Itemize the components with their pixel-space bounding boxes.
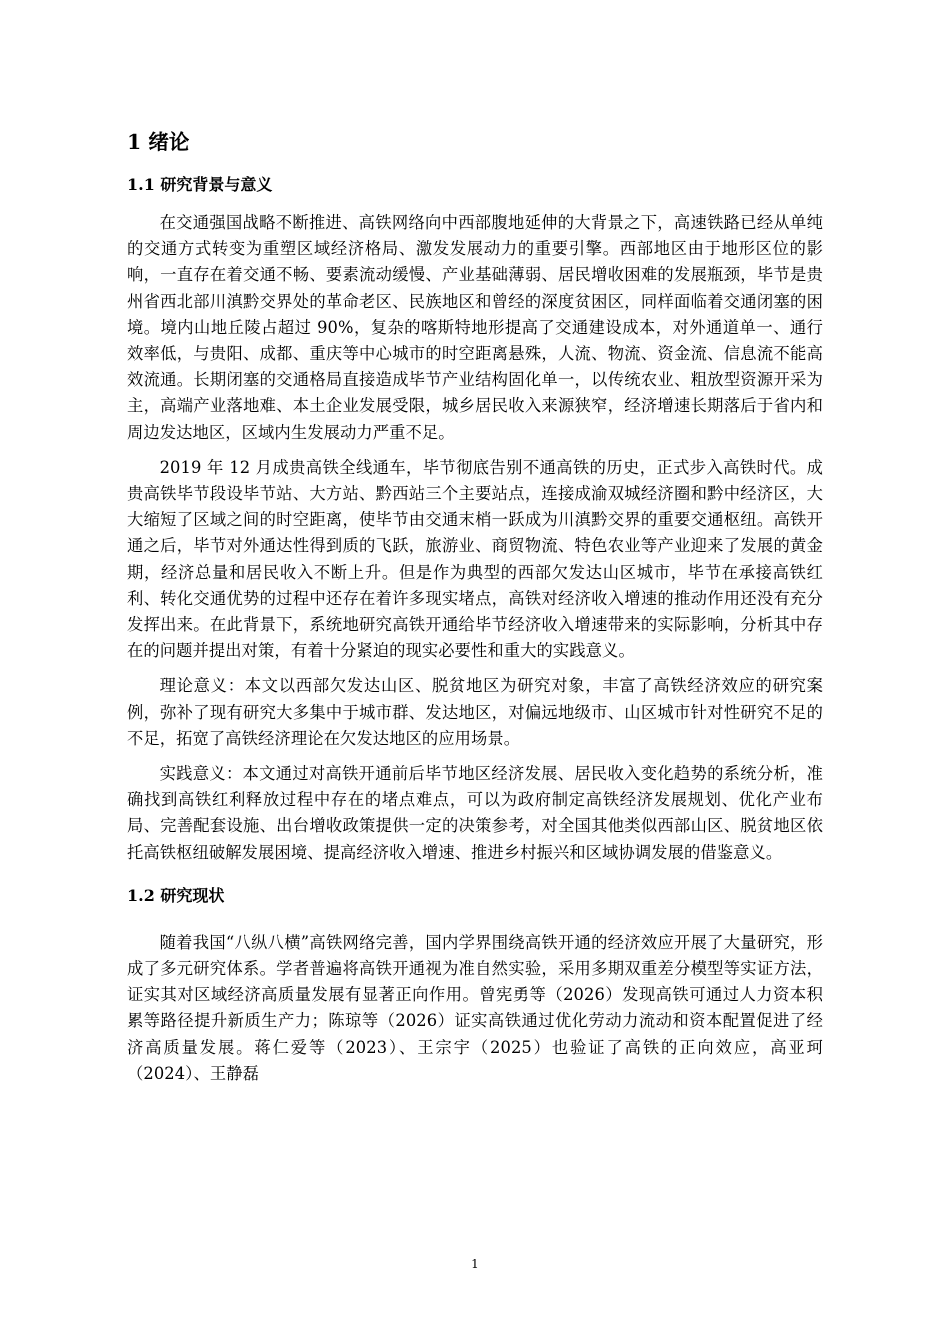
paragraph-practical-significance: 实践意义：本文通过对高铁开通前后毕节地区经济发展、居民收入变化趋势的系统分析，准确找到高铁红利释放过程中存在的堵点难点，可以为政府制定高铁经济发展规划、优化产业布局、完善配套设施、出台增收政策提供一定的决策参考，对全国其他类似西部山区、脱贫地区依托高铁枢纽破解发展困境、提高经济收入增速、推进乡村振兴和区域协调发展的借鉴意义。 — [127, 764, 823, 862]
page-content — [127, 126, 823, 1087]
paragraph-background: 在交通强国战略不断推进、高铁网络向中西部腹地延伸的大背景之下，高速铁路已经从单纯的交通方式转变为重塑区域经济格局、激发发展动力的重要引擎。西部地区由于地形区位的影响，一直存在着交通不畅、要素流动缓慢、产业基础薄弱、居民增收困难的发展瓶颈，毕节是贵州省西北部川滇黔交界处的革命老区、民族地区和曾经的深度贫困区，同样面临着交通闭塞的困境。境内山地丘陵占超过 90%，复杂的喀斯特地形提高了交通建设成本，对外通道单一、通行效率低，与贵阳、成都、重庆等中心城市的时空距离悬殊，人流、物流、资金流、信息流不能高效流通。长期闭塞的交通格局直接造成毕节产业结构固化单一，以传统农业、粗放型资源开采为主，高端产业落地难、本土企业发展受限，城乡居民收入来源狭窄，经济增速长期落后于省内和周边发达地区，区域内生发展动力严重不足。 — [127, 213, 823, 442]
section-heading-1-1: 1.1 研究背景与意义 — [127, 175, 273, 194]
paragraph-theoretical-significance: 理论意义：本文以西部欠发达山区、脱贫地区为研究对象，丰富了高铁经济效应的研究案例，弥补了现有研究大多集中于城市群、发达地区，对偏远地级市、山区城市针对性研究不足的不足，拓宽了高铁经济理论在欠发达地区的应用场景。 — [127, 676, 823, 748]
page-number: 1 — [471, 1257, 479, 1271]
paragraph-research-status: 随着我国“八纵八横”高铁网络完善，国内学界围绕高铁开通的经济效应开展了大量研究，形成了多元研究体系。学者普遍将高铁开通视为准自然实验，采用多期双重差分模型等实证方法，证实其对区域经济高质量发展有显著正向作用。曾宪勇等（2026）发现高铁可通过人力资本积累等路径提升新质生产力；陈琼等（2026）证实高铁通过优化劳动力流动和资本配置促进了经济高质量发展。蒋仁爱等（2023）、王宗宇（2025）也验证了高铁的正向效应，高亚珂（2024）、王静磊 — [127, 932, 823, 1083]
paragraph-high-speed-rail-opening: 2019 年 12 月成贵高铁全线通车，毕节彻底告别不通高铁的历史，正式步入高铁时代。成贵高铁毕节段设毕节站、大方站、黔西站三个主要站点，连接成渝双城经济圈和黔中经济区，大大缩短了区域之间的时空距离，使毕节由交通末梢一跃成为川滇黔交界的重要交通枢纽。高铁开通之后，毕节对外通达性得到质的飞跃，旅游业、商贸物流、特色农业等产业迎来了发展的黄金期，经济总量和居民收入不断上升。但是作为典型的西部欠发达山区城市，毕节在承接高铁红利、转化交通优势的过程中还存在着许多现实堵点，高铁对经济收入增速的推动作用还没有充分发挥出来。在此背景下，系统地研究高铁开通给毕节经济收入增速带来的实际影响，分析其中存在的问题并提出对策，有着十分紧迫的现实必要性和重大的实践意义。 — [127, 457, 823, 661]
section-heading-1-2: 1.2 研究现状 — [127, 885, 225, 905]
chapter-title: 1 绪论 — [127, 130, 190, 154]
